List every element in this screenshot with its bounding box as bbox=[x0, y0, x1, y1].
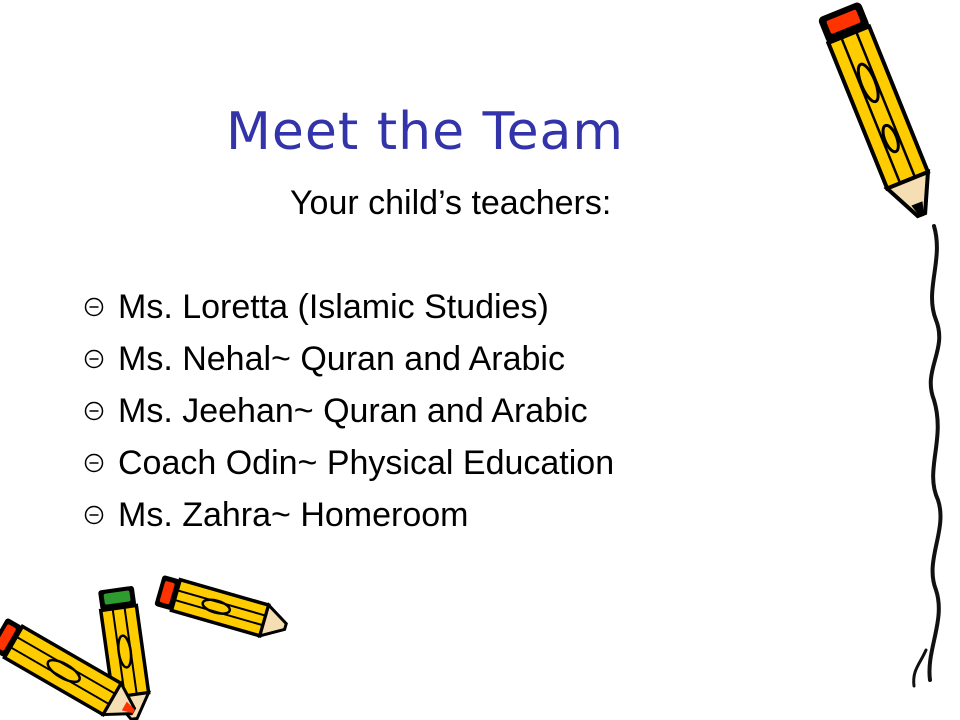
squiggle-line bbox=[929, 226, 940, 680]
teacher-name: Ms. Zahra~ Homeroom bbox=[118, 495, 469, 534]
teacher-list bbox=[82, 281, 614, 541]
circled-minus-icon bbox=[82, 347, 106, 371]
teacher-name: Coach Odin~ Physical Education bbox=[118, 443, 615, 482]
list-item bbox=[82, 281, 614, 333]
circled-minus-icon bbox=[82, 451, 106, 475]
circled-minus-icon bbox=[82, 295, 106, 319]
pencil-icon bbox=[154, 575, 290, 642]
pencil-icon bbox=[819, 2, 943, 224]
list-item bbox=[82, 385, 614, 437]
teacher-name: Ms. Nehal~ Quran and Arabic bbox=[118, 339, 565, 378]
slide-subtitle: Your child’s teachers: bbox=[290, 184, 612, 222]
list-item bbox=[82, 489, 614, 541]
teacher-name: Ms. Loretta (Islamic Studies) bbox=[118, 287, 549, 326]
pencil-icon bbox=[0, 617, 143, 720]
pencil-icon bbox=[98, 586, 152, 720]
circled-minus-icon bbox=[82, 399, 106, 423]
slide-title: Meet the Team bbox=[226, 102, 625, 162]
list-item bbox=[82, 437, 614, 489]
teacher-name: Ms. Jeehan~ Quran and Arabic bbox=[118, 391, 588, 430]
circled-minus-icon bbox=[82, 503, 106, 527]
list-item bbox=[82, 333, 614, 385]
